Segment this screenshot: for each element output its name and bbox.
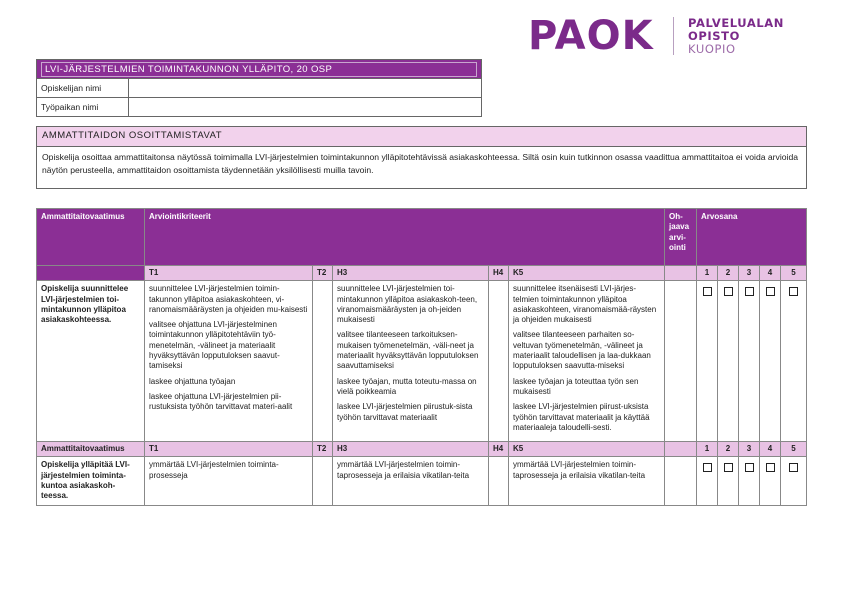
header-spacer [37, 266, 145, 281]
level-t2: T2 [313, 266, 333, 281]
level-h4-repeat: H4 [489, 442, 509, 457]
logo-line-3: KUOPIO [688, 42, 736, 56]
header-grade: Arvosana [697, 209, 807, 266]
module-title: LVI-JÄRJESTELMIEN TOIMINTAKUNNON YLLÄPITO, 20 OSP [37, 60, 482, 79]
criteria-h3: suunnittelee LVI-järjestelmien toi-mintakunnon ylläpitoa asiakaskoh-teen, viranomaismääräysten ja oh-jeiden mukaisesti valitsee tilanteeseen tarkoituksen-mukaisen työmenetelmän, -väli-neet ja materiaalit hyväksyttävän lopputuloksen saavuttamiseksi laskee työajan, mutta toteutu-massa on vielä poikkeamia laskee LVI-järjestelmien piirustuk-sista työhön tarvittavat materiaalit [333, 281, 489, 442]
grade-4-checkbox[interactable] [766, 287, 775, 296]
section-text: Opiskelija osoittaa ammattitaitonsa näytössä toimimalla LVI-järjestelmien toimintakunnon ylläpitotehtävissä asiakaskohteessa. Siltä osin kuin tutkinnon osassa vaadittua ammattitaitoa ei voida arvioida näytön perusteella, ammattitaidon osoittamista täydennetään yksilöllisesti muilla tavoin. [42, 152, 799, 175]
logo-line-1: PALVELUALAN [688, 16, 785, 30]
requirement-text: Opiskelija ylläpitää LVI-järjestelmien toiminta-kuntoa asiakaskoh-teessa. [37, 457, 145, 505]
grade-4-repeat: 4 [760, 442, 781, 457]
level-k5: K5 [509, 266, 665, 281]
grade-2: 2 [718, 266, 739, 281]
assessment-table [36, 208, 807, 506]
header-criteria: Arviointikriteerit [145, 209, 665, 266]
grade-2-repeat: 2 [718, 442, 739, 457]
grade-5-checkbox[interactable] [789, 287, 798, 296]
grade-1-checkbox[interactable] [703, 463, 712, 472]
criteria-h3: ymmärtää LVI-järjestelmien toimin-taprosesseja ja erilaisia vikatilan-teita [333, 457, 489, 505]
criteria-k5: suunnittelee itsenäisesti LVI-järjes-telmien toimintakunnon ylläpitoa asiakaskohteen, viranomaismää-räysten ja ohjeiden mukaisesti valitsee tilanteeseen parhaiten so-veltuvan työmenetelmän, -välineet ja materiaalit taloudellisen ja laa-dukkaan lopputuloksen saavutta-miseksi laskee työajan ja toteuttaa työn sen mukaisesti laskee LVI-järjestelmien piirust-uksista työhön tarvittavat materiaalit ja käyttää materiaaleja taloudelli-sesti. [509, 281, 665, 442]
guided-cell [665, 281, 697, 442]
level-h3-repeat: H3 [333, 442, 489, 457]
criteria-h4 [489, 281, 509, 442]
criteria-h4 [489, 457, 509, 505]
grade-4: 4 [760, 266, 781, 281]
grade-4-checkbox[interactable] [766, 463, 775, 472]
grade-5-repeat: 5 [781, 442, 807, 457]
grade-3-repeat: 3 [739, 442, 760, 457]
grade-5: 5 [781, 266, 807, 281]
logo-divider [673, 17, 674, 55]
workplace-name-field[interactable] [129, 98, 482, 117]
guided-cell [665, 457, 697, 505]
grade-5-checkbox[interactable] [789, 463, 798, 472]
level-t2-repeat: T2 [313, 442, 333, 457]
section-title: AMMATTITAIDON OSOITTAMISTAVAT [37, 127, 806, 147]
info-table [36, 59, 482, 117]
requirement-text: Opiskelija suunnittelee LVI-järjestelmien toi-mintakunnon ylläpitoa asiakaskohteessa. [37, 281, 145, 442]
criteria-t1: ymmärtää LVI-järjestelmien toiminta-prosesseja [145, 457, 313, 505]
header-requirement: Ammattitaitovaatimus [37, 209, 145, 266]
level-t1: T1 [145, 266, 313, 281]
criteria-t2 [313, 281, 333, 442]
grade-2-checkbox[interactable] [724, 287, 733, 296]
criteria-t2 [313, 457, 333, 505]
grade-1-checkbox[interactable] [703, 287, 712, 296]
grade-2-checkbox[interactable] [724, 463, 733, 472]
criteria-k5: ymmärtää LVI-järjestelmien toimin-taprosesseja ja erilaisia vikatilan-teita [509, 457, 665, 505]
grade-3: 3 [739, 266, 760, 281]
workplace-name-label: Työpaikan nimi [37, 98, 129, 117]
student-name-label: Opiskelijan nimi [37, 79, 129, 98]
logo-line-2: OPISTO [688, 29, 740, 43]
level-k5-repeat: K5 [509, 442, 665, 457]
level-t1-repeat: T1 [145, 442, 313, 457]
level-h4: H4 [489, 266, 509, 281]
logo-mark: PAOK [528, 13, 654, 59]
table-row [37, 281, 807, 442]
guided-spacer [665, 266, 697, 281]
grade-3-checkbox[interactable] [745, 287, 754, 296]
header-guided: Oh-jaava arvi-ointi [665, 209, 697, 266]
header-requirement-repeat: Ammattitaitovaatimus [37, 442, 145, 457]
criteria-t1: suunnittelee LVI-järjestelmien toimin-takunnon ylläpitoa asiakaskohteen, vi-ranomaismääräysten ja ohjeiden mu-kaisesti valitsee ohjattuna LVI-järjestelminen toimintakunnon ylläpitotehtäviin työ-menetelmän, -välineet ja materiaalit hyväksyttävän lopputuloksen saavut-tamiseksi laskee ohjattuna työajan laskee ohjattuna LVI-järjestelmien pii-rustuksista työhön tarvittavat materi-aalit [145, 281, 313, 442]
demonstration-section [36, 126, 807, 189]
student-name-field[interactable] [129, 79, 482, 98]
level-h3: H3 [333, 266, 489, 281]
table-row [37, 457, 807, 505]
guided-spacer-repeat [665, 442, 697, 457]
grade-1-repeat: 1 [697, 442, 718, 457]
grade-1: 1 [697, 266, 718, 281]
grade-3-checkbox[interactable] [745, 463, 754, 472]
